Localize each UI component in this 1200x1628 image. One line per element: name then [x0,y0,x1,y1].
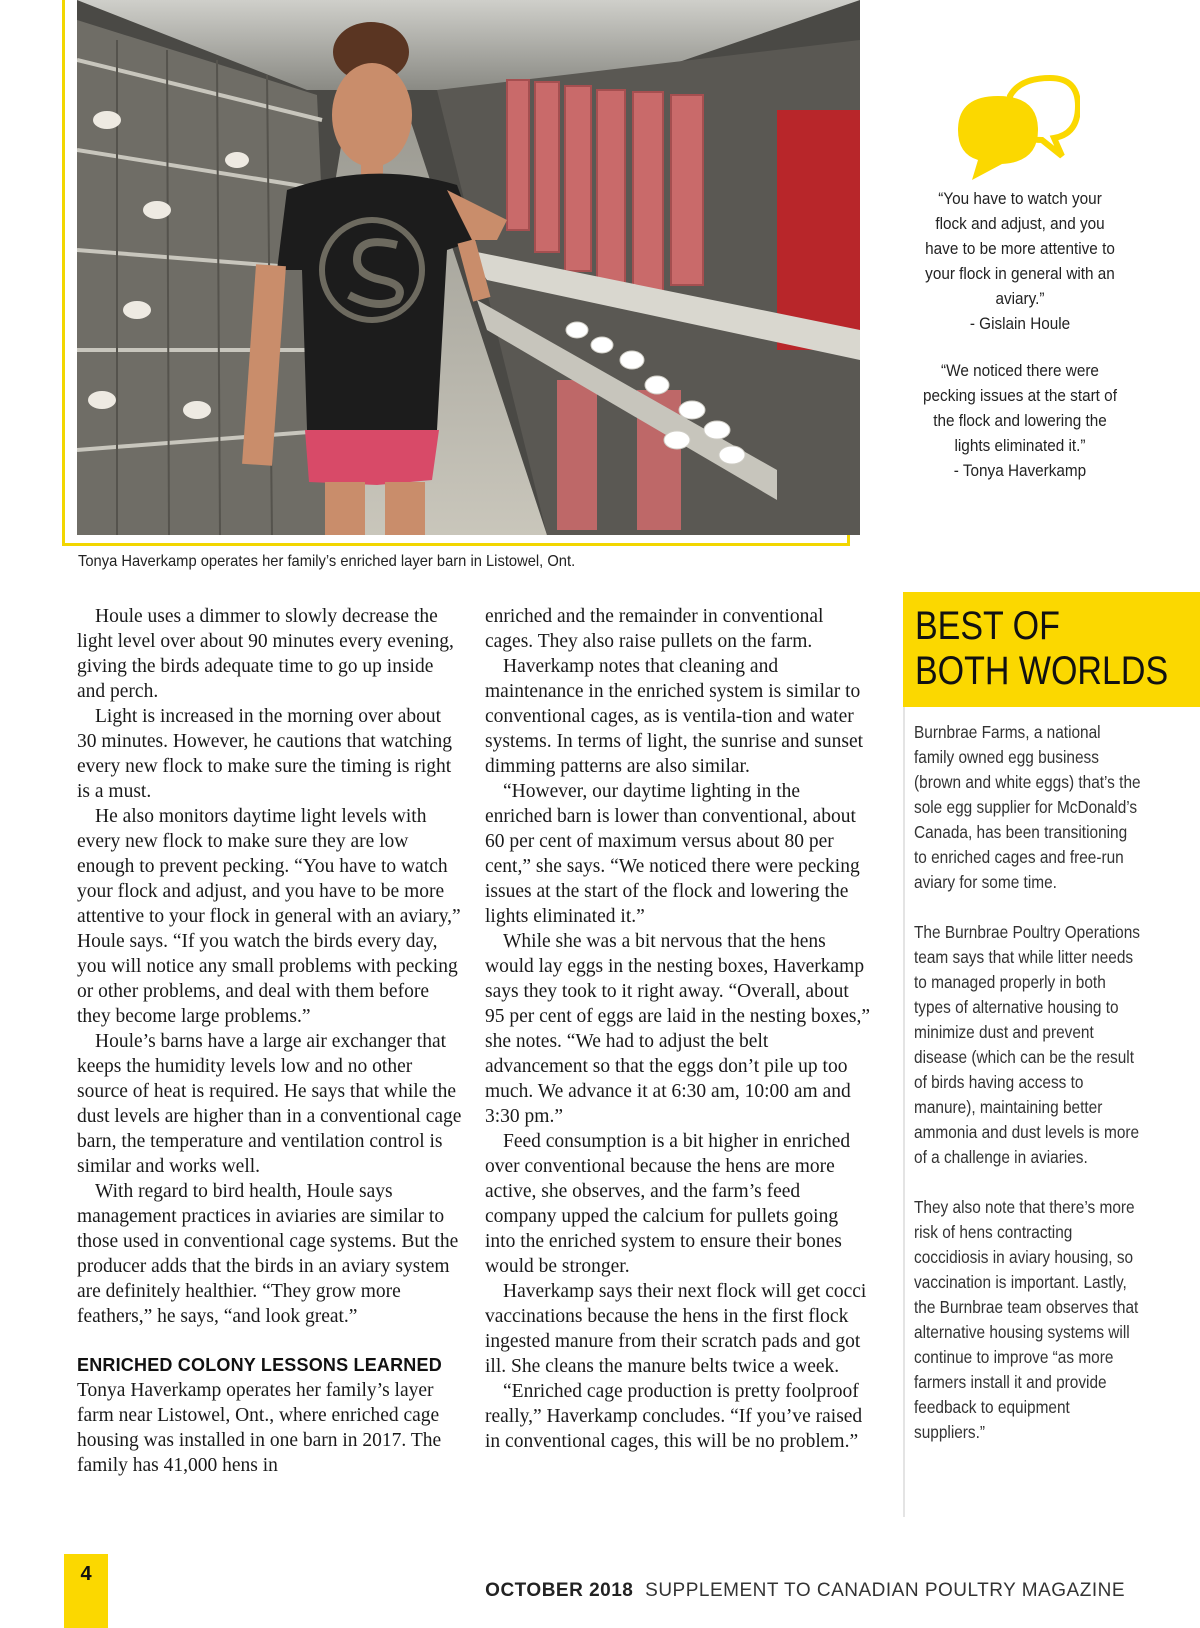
pull-quote-text: “We noticed there were pecking issues at the start of the flock and lowering the lights eliminated it.” [923,361,1117,455]
pull-quote-author: - Tonya Haverkamp [953,461,1087,480]
paragraph: He also monitors daytime light levels with every new flock to make sure they are low enough to prevent pecking. “You have to watch your flock and adjust, and you have to be more attentive to your flock in general with an aviary,” Houle says. “If you watch the birds every day, you will notice any small problems with pecking or other problems, and deal with them before they become large problems.” [77,806,461,1027]
publication-name: SUPPLEMENT TO CANADIAN POULTRY MAGAZINE [645,1580,1125,1601]
issue-date: OCTOBER 2018 [485,1580,634,1601]
photo-caption: Tonya Haverkamp operates her family’s enriched layer barn in Listowel, Ont. [78,553,576,570]
paragraph: Feed consumption is a bit higher in enriched over conventional because the hens are more active, she observes, and the farm’s feed company upped the calcium for pullets going into the enriched system to ensure their bones would be stronger. [485,1131,851,1277]
page-footer [485,1580,1125,1602]
sidebar-body [914,720,1146,1470]
paragraph: Houle uses a dimmer to slowly decrease the light level over about 90 minutes every evening, giving the birds adequate time to go up inside and perch. [77,606,454,702]
barn-photo [77,0,860,535]
paragraph: Haverkamp says their next flock will get cocci vaccinations because the hens in the first flock ingested manure from their scratch pads and got ill. She cleans the manure belts twice a week. [485,1281,867,1377]
page-number: 4 [64,1554,108,1628]
sidebar-divider [903,707,905,1517]
sidebar-paragraph: They also note that there’s more risk of hens contracting coccidiosis in aviary housing, so vaccination is important. Lastly, the Burnbrae team observes that alternative housing systems will continue to improve “as more farmers install it and provide feedback to equipment suppliers.” [914,1197,1139,1442]
pull-quotes [910,186,1130,483]
pull-quote-text: “You have to watch your flock and adjust, and you have to be more attentive to your flock in general with an aviary.” [925,189,1115,308]
sidebar-title [915,604,1169,694]
article-column-2 [485,604,870,1454]
sidebar-paragraph: Burnbrae Farms, a national family owned egg business (brown and white eggs) that’s the sole egg supplier for McDonald’s Canada, has been transitioning to enriched cages and free-run aviary for some time. [914,722,1141,892]
sidebar-title-line-2: BOTH WORLDS [915,649,1169,693]
barn-photo-illustration [77,0,860,535]
pull-quote-author: - Gislain Houle [969,314,1071,333]
left-cages [77,20,337,535]
paragraph: While she was a bit nervous that the hens would lay eggs in the nesting boxes, Haverkamp says they took to it right away. “Overall, about 95 per cent of eggs are laid in the nesting boxes,” she notes. “We had to adjust the belt advancement so that the eggs don’t pile up too much. We advance it at 6:30 am, 10:00 am and 3:30 pm.” [485,931,871,1127]
sidebar-header [903,592,1200,707]
paragraph: Haverkamp notes that cleaning and maintenance in the enriched system is similar to conventional cages, as is ventila-tion and water systems. In terms of light, the sunrise and sunset dimming patterns are also similar. [485,656,864,777]
paragraph: “Enriched cage production is pretty foolproof really,” Haverkamp concludes. “If you’ve raised in conventional cages, this will be no problem.” [485,1381,863,1452]
sidebar-paragraph: The Burnbrae Poultry Operations team says that while litter needs to managed properly in both types of alternative housing to minimize dust and prevent disease (which can be the result of birds having access to manure), maintaining better ammonia and dust levels is more of a challenge in aviaries. [914,922,1140,1167]
paragraph: With regard to bird health, Houle says management practices in aviaries are similar to those used in conventional cage systems. But the producer adds that the birds in an aviary system are definitely healthier. “They grow more feathers,” he says, “and look great.” [77,1181,459,1327]
article-column-1 [77,604,462,1478]
pull-quote-haverkamp [921,358,1119,483]
paragraph: Light is increased in the morning over about 30 minutes. However, he cautions that watching every new flock to make sure the timing is right is a must. [77,706,453,802]
section-subhead: ENRICHED COLONY LESSONS LEARNED [77,1355,442,1375]
paragraph: enriched and the remainder in conventional cages. They also raise pullets on the farm. [485,606,824,652]
speech-bubbles-icon [950,74,1080,182]
pull-quote-houle [921,186,1119,336]
paragraph: Houle’s barns have a large air exchanger that keeps the humidity levels low and no other source of heat is required. He says that while the dust levels are higher than in a conventional cage barn, the temperature and ventilation control is similar and works well. [77,1031,462,1177]
paragraph: “However, our daytime lighting in the enriched barn is lower than conventional, about 60 per cent of maximum versus about 80 per cent,” she says. “We noticed there were pecking issues at the start of the flock and lowering the lights eliminated it.” [485,781,860,927]
sidebar-title-line-1: BEST OF [915,604,1060,648]
paragraph: Tonya Haverkamp operates her family’s layer farm near Listowel, Ont., where enriched cage housing was installed in one barn in 2017. The family has 41,000 hens in [77,1380,442,1476]
